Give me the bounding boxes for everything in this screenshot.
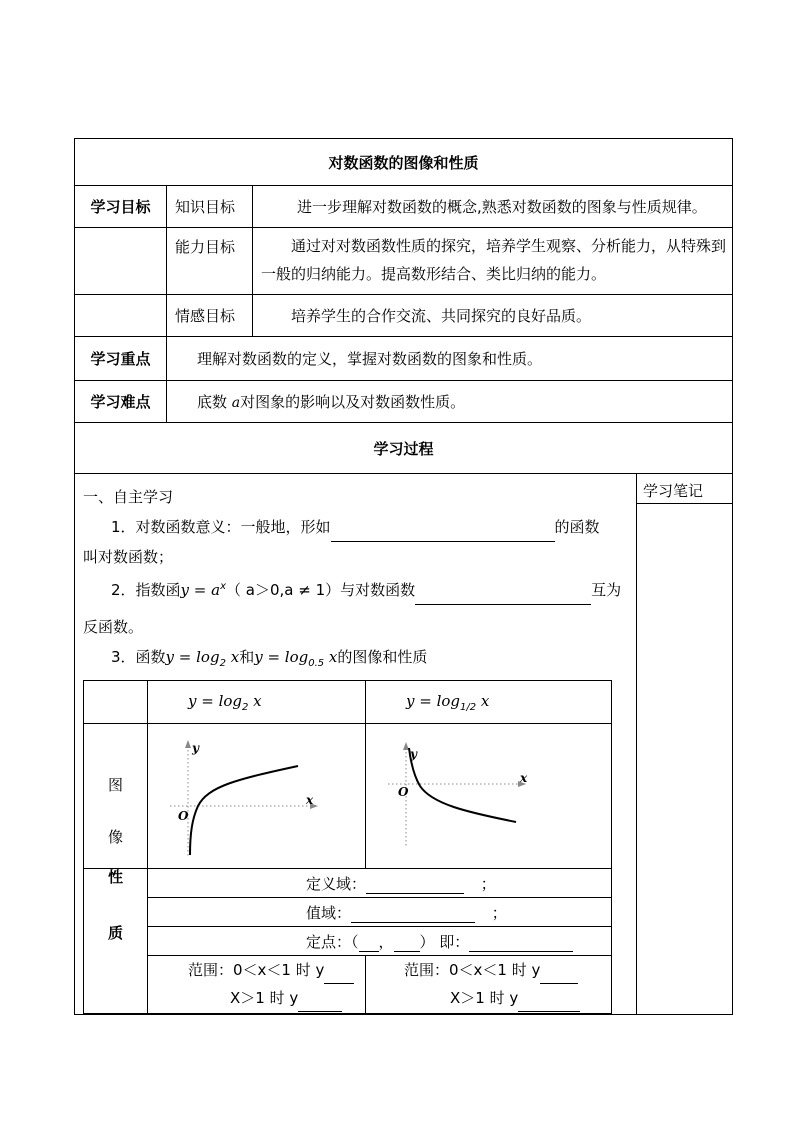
svg-text:y: y bbox=[192, 741, 199, 755]
range-left-blank-1[interactable] bbox=[324, 963, 354, 984]
fixed-point-x-blank[interactable] bbox=[359, 931, 379, 952]
range-left-blank-2[interactable] bbox=[298, 991, 342, 1012]
emotion-text: 培养学生的合作交流、共同探究的良好品质。 bbox=[253, 295, 733, 337]
knowledge-label: 知识目标 bbox=[167, 186, 253, 228]
fixed-point-row: 定点：（ ， ） 即： bbox=[148, 927, 612, 956]
key-point-text: 理解对数函数的定义，掌握对数函数的图象和性质。 bbox=[167, 337, 733, 381]
range-right-blank-1[interactable] bbox=[540, 963, 578, 984]
key-point-label: 学习重点 bbox=[75, 337, 167, 381]
item-3: 3．函数$y = \log_2 x$和$y = \log_{0.5} x$的图像和性质 bbox=[111, 648, 428, 669]
range-row: 值域： ； bbox=[148, 898, 612, 927]
blank-2[interactable] bbox=[415, 584, 591, 605]
item-2-cont: 反函数。 bbox=[83, 618, 144, 636]
svg-text:y: y bbox=[410, 747, 417, 761]
graph-log12 bbox=[366, 724, 612, 869]
item-2: 2．指数函$y = a^x$（ a＞0,a ≠ 1）与对数函数 互为 bbox=[83, 572, 630, 602]
range-right: 范围：0＜x＜1 时 y X＞1 时 y bbox=[366, 956, 612, 1014]
ability-label: 能力目标 bbox=[167, 228, 253, 295]
notes-column bbox=[637, 474, 733, 1015]
blank-1[interactable] bbox=[331, 521, 555, 542]
graph-log2 bbox=[148, 724, 366, 869]
notes-label: 学习笔记 bbox=[637, 474, 732, 504]
svg-text:x: x bbox=[306, 793, 314, 807]
page-title: 对数函数的图像和性质 bbox=[75, 139, 733, 186]
graph-label: 图 像 bbox=[84, 724, 148, 869]
log2-graph bbox=[148, 724, 364, 864]
objectives-label: 学习目标 bbox=[75, 186, 167, 228]
domain-row: 定义域： ； bbox=[148, 869, 612, 898]
svg-text:O: O bbox=[178, 809, 189, 823]
ability-text: 通过对对数函数性质的探究，培养学生观察、分析能力，从特殊到一般的归纳能力。提高数形结合、类比归纳的能力。 bbox=[253, 228, 733, 295]
fixed-point-y-blank[interactable] bbox=[394, 931, 420, 952]
difficulty-text: 底数 a对图象的影响以及对数函数性质。 bbox=[167, 381, 733, 423]
log2-curve bbox=[190, 766, 298, 855]
process-content bbox=[75, 474, 637, 1015]
svg-text:x: x bbox=[520, 771, 528, 785]
range-right-blank-2[interactable] bbox=[518, 991, 580, 1012]
emotion-label: 情感目标 bbox=[167, 295, 253, 337]
fixed-point-blank[interactable] bbox=[469, 931, 573, 952]
domain-blank[interactable] bbox=[366, 873, 464, 894]
item-1: 1．对数函数意义：一般地，形如 的函数 bbox=[83, 512, 630, 542]
graph-property-table bbox=[83, 680, 612, 1014]
lesson-table bbox=[74, 138, 733, 1015]
header-log2: $y = \log_2 x$ bbox=[148, 681, 366, 724]
property-label: 性 质 bbox=[84, 869, 148, 956]
item-1-cont: 叫对数函数； bbox=[83, 548, 174, 566]
process-title: 学习过程 bbox=[75, 423, 733, 474]
range-left: 范围：0＜x＜1 时 y X＞1 时 y bbox=[148, 956, 366, 1014]
header-log12: $y = \log_{1/2} x$ bbox=[366, 681, 612, 724]
log12-graph bbox=[366, 724, 610, 864]
difficulty-label: 学习难点 bbox=[75, 381, 167, 423]
log12-curve bbox=[409, 748, 516, 822]
svg-text:O: O bbox=[398, 785, 409, 799]
y-arrow-icon bbox=[185, 740, 191, 748]
section-self-study: 一、自主学习 bbox=[83, 488, 174, 506]
range-blank[interactable] bbox=[351, 902, 475, 923]
knowledge-text: 进一步理解对数函数的概念,熟悉对数函数的图象与性质规律。 bbox=[253, 186, 733, 228]
